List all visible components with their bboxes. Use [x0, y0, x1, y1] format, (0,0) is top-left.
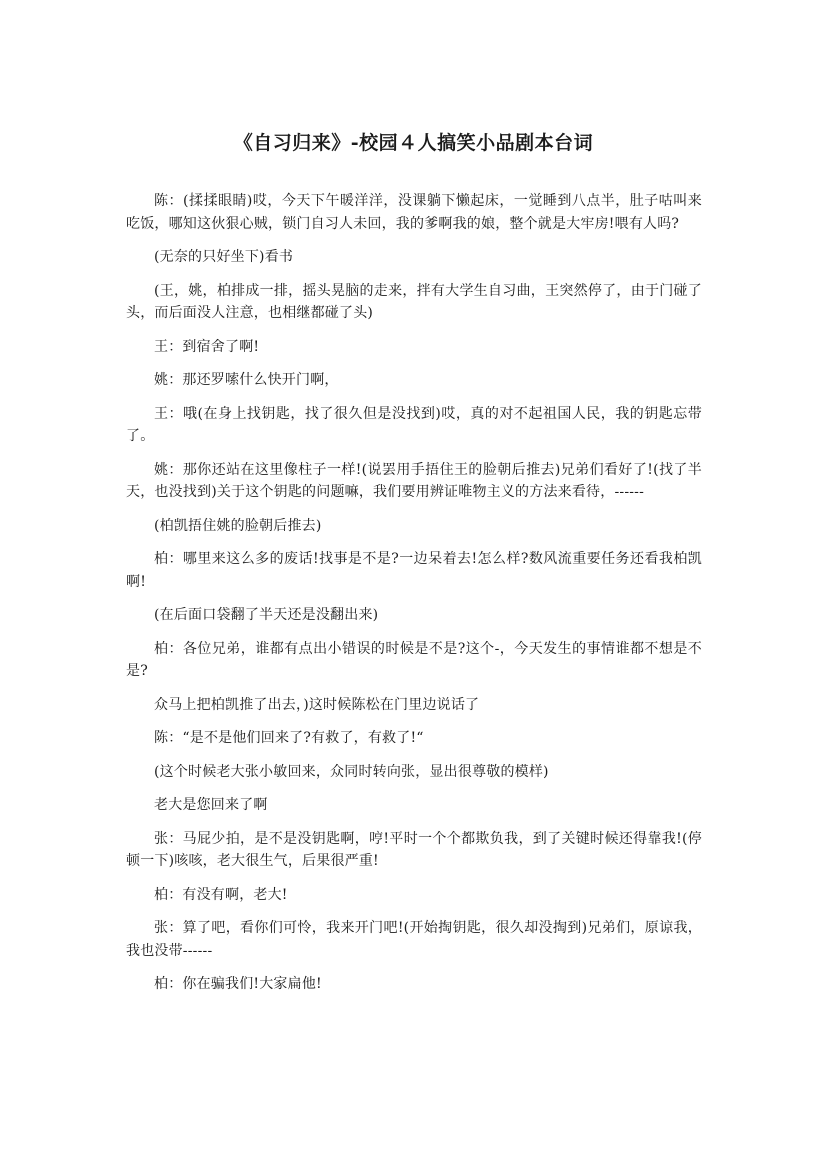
- stage-direction-paragraph: (这个时候老大张小敏回来，众同时转向张，显出很尊敬的模样): [154, 763, 549, 780]
- dialogue-paragraph: 柏：有没有啊，老大!: [154, 886, 288, 903]
- stage-direction-paragraph: (柏凯捂住姚的脸朝后推去): [154, 517, 322, 534]
- document-title: 《自习归来》-校园４人搞笑小品剧本台词: [233, 132, 594, 154]
- dialogue-paragraph: 柏：各位兄弟，谁都有点出小错误的时候是不是?这个-，今天发生的事情谁都不想是不是?: [126, 640, 702, 679]
- dialogue-paragraph: 姚：那还罗嗦什么快开门啊，: [154, 372, 339, 388]
- dialogue-paragraph: 张：马屁少拍，是不是没钥匙啊，哼!平时一个个都欺负我，到了关键时候还得靠我!(停顿一下)咳咳，老大很生气，后果很严重!: [126, 830, 702, 869]
- dialogue-paragraph: 柏：你在骗我们!大家扁他!: [154, 976, 322, 992]
- dialogue-paragraph: 柏：哪里来这么多的废话!找事是不是?一边呆着去!怎么样?数风流重要任务还看我柏凯啊!: [126, 551, 702, 590]
- dialogue-paragraph: 王：到宿舍了啊!: [154, 338, 260, 355]
- stage-direction-paragraph: 众马上把柏凯推了出去，)这时候陈松在门里边说话了: [154, 696, 480, 713]
- dialogue-paragraph: 老大是您回来了啊: [154, 797, 268, 813]
- stage-direction-paragraph: (王，姚，柏排成一排，摇头晃脑的走来，拌有大学生自习曲，王突然停了，由于门碰了头，而后面没人注意，也相继都碰了头): [126, 282, 702, 321]
- dialogue-paragraph: 王：哦(在身上找钥匙，找了很久但是没找到)哎，真的对不起祖国人民，我的钥匙忘带了。: [126, 405, 702, 444]
- stage-direction-paragraph: (在后面口袋翻了半天还是没翻出来): [154, 607, 379, 623]
- document-body: [126, 190, 702, 1007]
- dialogue-paragraph: 姚：那你还站在这里像柱子一样!(说罢用手捂住王的脸朝后推去)兄弟们看好了!(找了半天，也没找到)关于这个钥匙的问题嘛，我们要用辨证唯物主义的方法来看待，------: [126, 461, 702, 500]
- dialogue-paragraph: 陈：“是不是他们回来了?有救了，有救了!“: [154, 730, 424, 746]
- stage-direction-paragraph: (无奈的只好坐下)看书: [154, 249, 294, 265]
- dialogue-paragraph: 陈：(揉揉眼睛)哎，今天下午暖洋洋，没课躺下懒起床，一觉睡到八点半，肚子咕叫来吃饭，哪知这伙狠心贼，锁门自习人未回，我的爹啊我的娘，整个就是大牢房!喂有人吗?: [126, 193, 702, 232]
- dialogue-paragraph: 张：算了吧，看你们可怜，我来开门吧!(开始掏钥匙，很久却没掏到)兄弟们，原谅我，我也没带------: [126, 920, 702, 959]
